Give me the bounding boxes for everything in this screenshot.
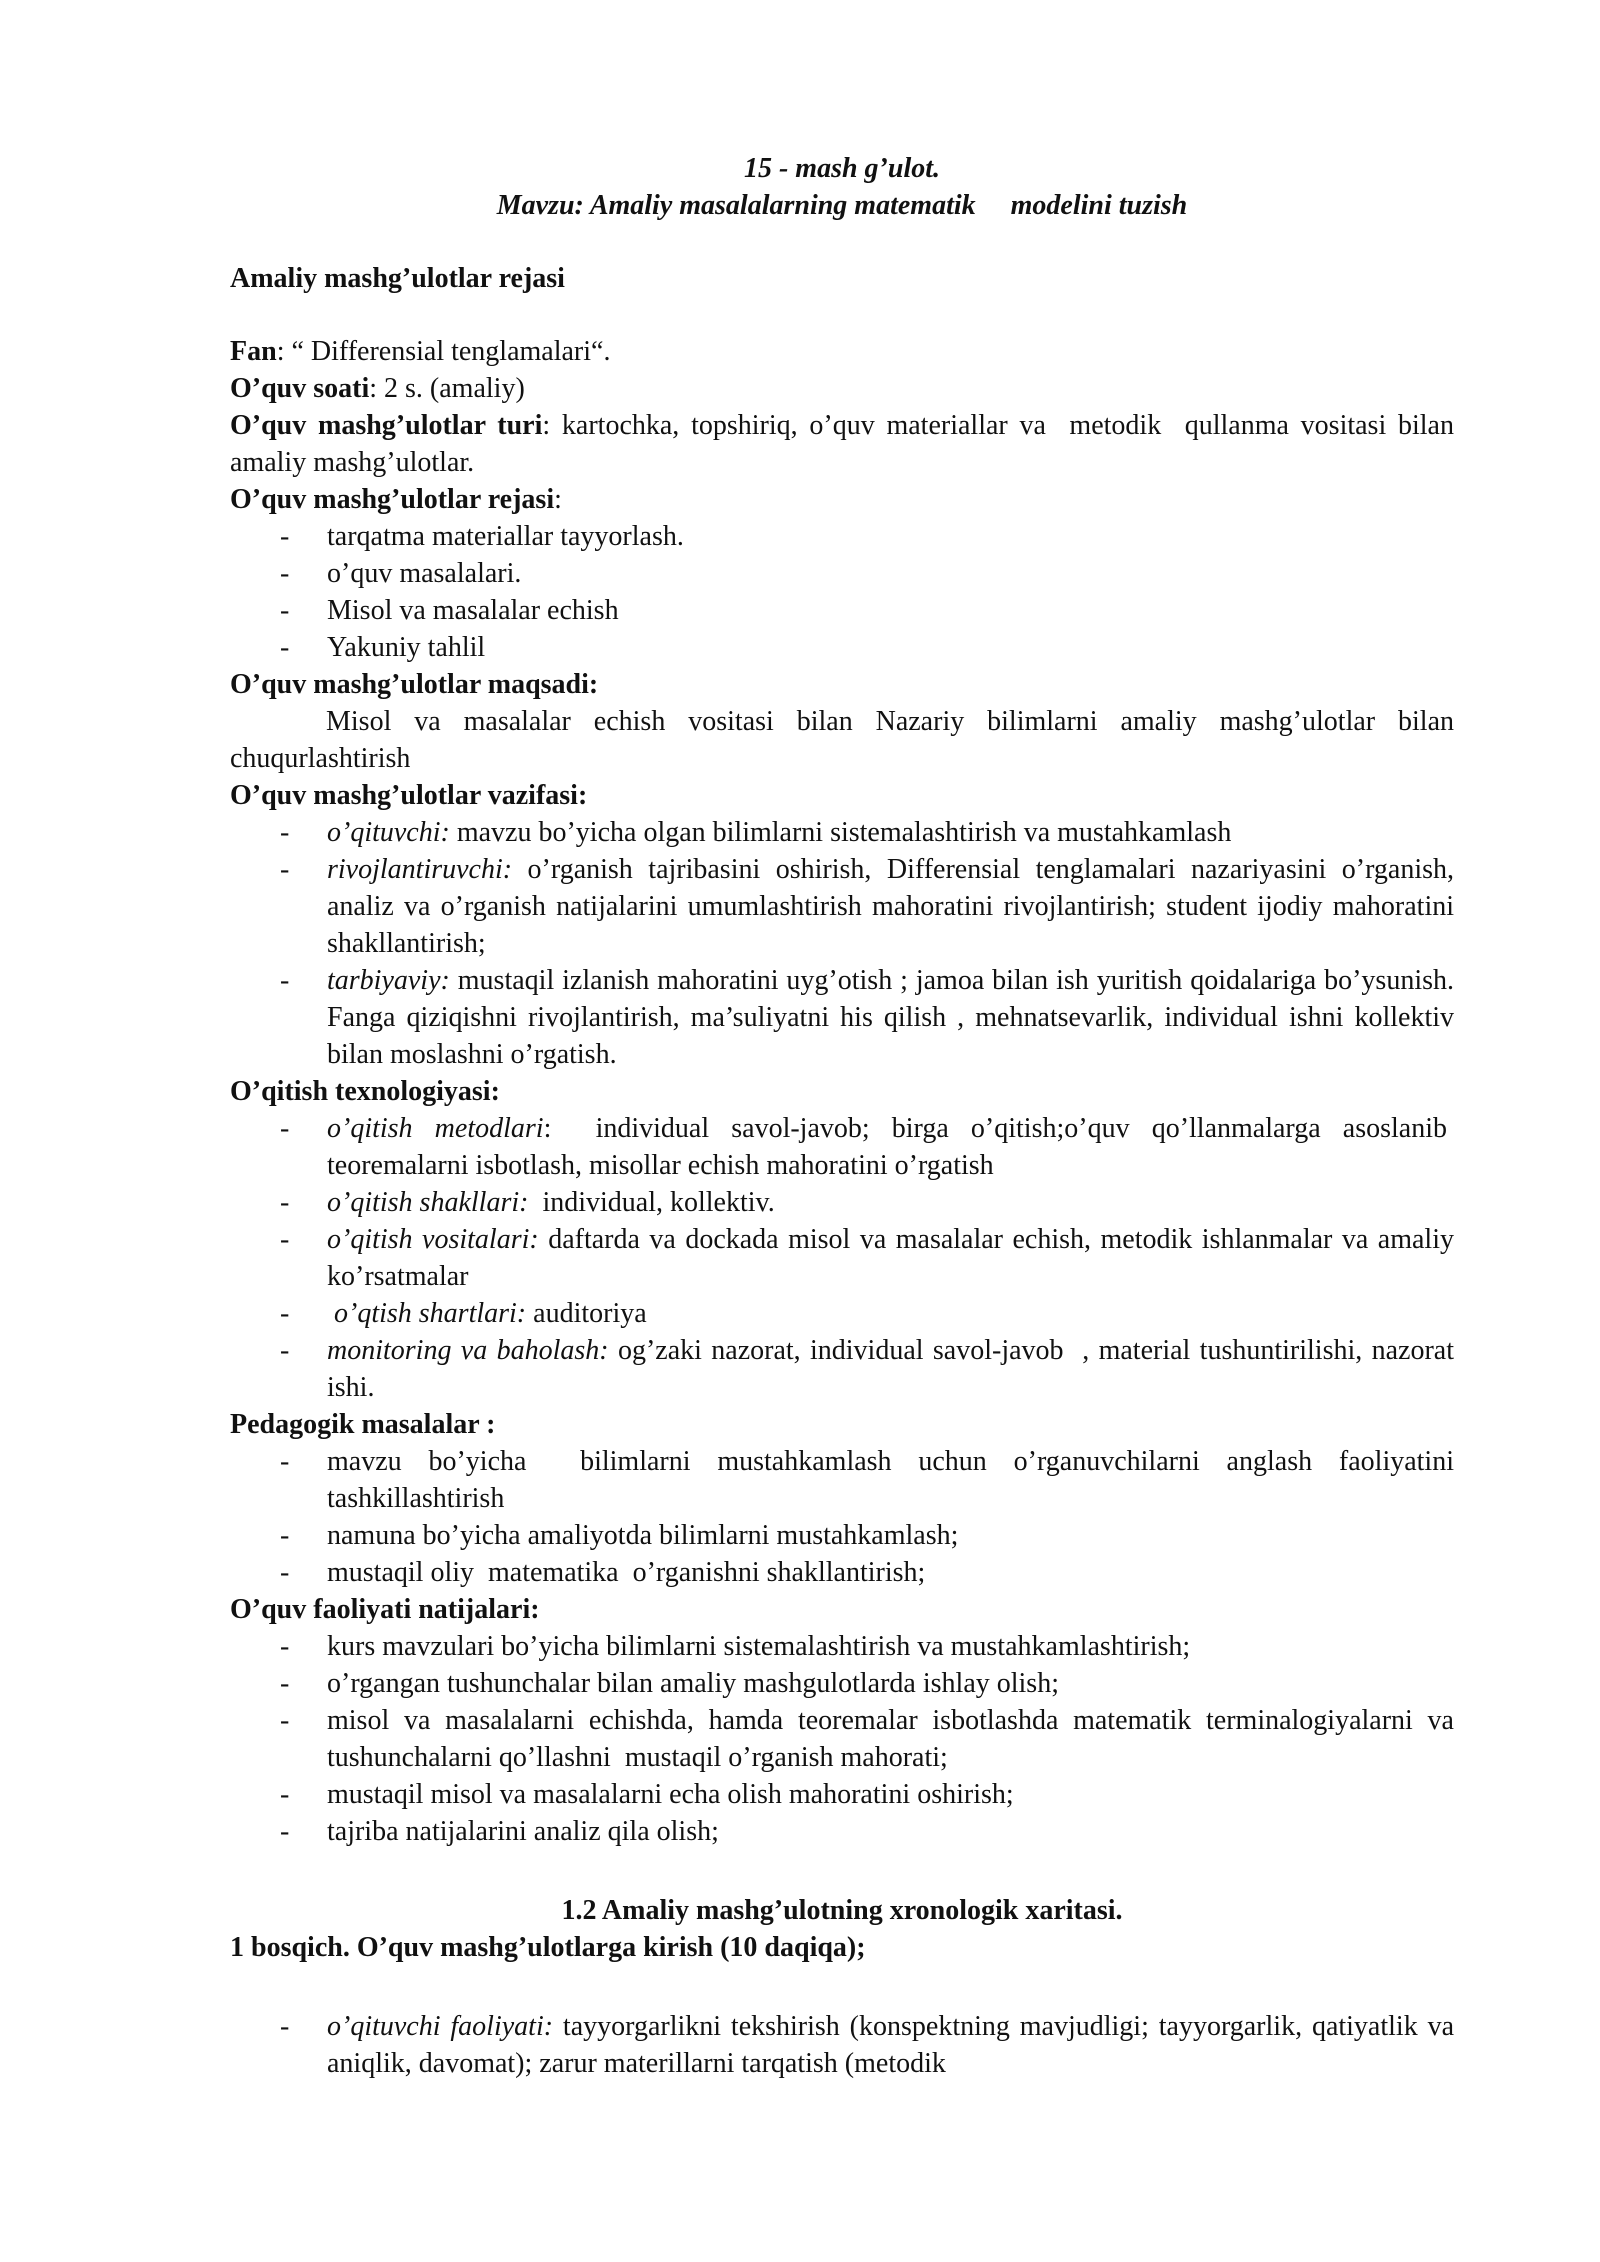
list-item: - kurs mavzulari bo’yicha bilimlarni sistemalashtirish va mustahkamlashtirish;: [230, 1628, 1454, 1665]
list-item: [230, 1184, 1454, 1221]
list-item: [230, 1110, 1454, 1184]
item-lead: o’qituvchi faoliyati:: [327, 2011, 554, 2042]
list-item: [230, 962, 1454, 1073]
chronology-title: 1.2 Amaliy mashg’ulotning xronologik xaritasi.: [561, 1895, 1123, 1926]
item-text: og’zaki nazorat, individual savol-javob , material tushuntirilishi, nazorat ishi.: [327, 1335, 1454, 1403]
hours-value: : 2 s. (amaliy): [369, 373, 525, 404]
stage-heading: 1 bosqich. O’quv mashg’ulotlarga kirish (10 daqiqa);: [230, 1932, 866, 1963]
chronology-list: [230, 2008, 1454, 2082]
list-item: - mustaqil misol va masalalarni echa olish mahoratini oshirish;: [230, 1776, 1454, 1813]
lesson-plan-list: [230, 518, 1454, 666]
lesson-type-line: [230, 407, 1454, 481]
goal-heading: O’quv mashg’ulotlar maqsadi:: [230, 669, 599, 700]
topic-title: Mavzu: Amaliy masalalarning matematik modelini tuzish: [496, 190, 1188, 221]
goal-text: Misol va masalalar echish vositasi bilan Nazariy bilimlarni amaliy mashg’ulotlar bilan chuqurlashtirish: [230, 706, 1454, 774]
fan-line: [230, 333, 1454, 370]
technology-heading: O’qitish texnologiyasi:: [230, 1076, 500, 1107]
fan-value: : “ Differensial tenglamalari“.: [276, 336, 611, 367]
item-text: : individual savol-javob; birga o’qitish;o’quv qo’llanmalarga asoslanib teoremalarni isbotlash, misollar echish mahoratini o’rgatish: [327, 1113, 1454, 1181]
item-text: mavzu bo’yicha olgan bilimlarni sistemalashtirish va mustahkamlash: [449, 817, 1232, 848]
lesson-plan-label: O’quv mashg’ulotlar rejasi: [230, 484, 555, 515]
list-item: [230, 1332, 1454, 1406]
lesson-number: 15 - mash g’ulot.: [743, 153, 941, 184]
item-lead: o’qitish vositalari:: [327, 1224, 539, 1255]
list-item: [230, 1221, 1454, 1295]
results-heading: O’quv faoliyati natijalari:: [230, 1594, 540, 1625]
list-item: - mustaqil oliy matematika o’rganishni shakllantirish;: [230, 1554, 1454, 1591]
item-text: mustaqil izlanish mahoratini uyg’otish ; jamoa bilan ish yuritish qoidalariga bo’ysunish. Fanga qiziqishni rivojlantirish, ma’suliyatni his qilish , mehnatsevarlik, individual ishni kollektiv bilan moslashni o’rgatish.: [327, 965, 1454, 1070]
lesson-plan-suffix: :: [554, 484, 562, 515]
item-lead: o’qitish metodlari: [327, 1113, 544, 1144]
list-item: [230, 851, 1454, 962]
list-item: - o’quv masalalari.: [230, 555, 1454, 592]
list-item: [230, 1295, 1454, 1332]
item-lead: o’qitish shakllari:: [327, 1187, 529, 1218]
item-lead: rivojlantiruvchi:: [327, 854, 513, 885]
lesson-plan-heading: [230, 481, 1454, 518]
technology-list: [230, 1110, 1454, 1406]
list-item: - mavzu bo’yicha bilimlarni mustahkamlash uchun o’rganuvchilarni anglash faoliyatini tashkillashtirish: [230, 1443, 1454, 1517]
item-text: individual, kollektiv.: [528, 1187, 775, 1218]
item-lead: o’qituvchi:: [327, 817, 450, 848]
item-lead: o’qtish shartlari:: [327, 1298, 527, 1329]
list-item: - namuna bo’yicha amaliyotda bilimlarni mustahkamlash;: [230, 1517, 1454, 1554]
plan-title: Amaliy mashg’ulotlar rejasi: [230, 263, 565, 294]
list-item: - Misol va masalalar echish: [230, 592, 1454, 629]
list-item: - misol va masalalarni echishda, hamda teoremalar isbotlashda matematik terminalogiyalarni va tushunchalarni qo’llashni mustaqil o’rganish mahorati;: [230, 1702, 1454, 1776]
item-text: tayyorgarlikni tekshirish (konspektning mavjudligi; tayyorgarlik, qatiyatlik va aniqlik, davomat); zarur materillarni tarqatish (metodik: [327, 2011, 1454, 2079]
item-lead: monitoring va baholash:: [327, 1335, 609, 1366]
list-item: - o’rgangan tushunchalar bilan amaliy mashgulotlarda ishlay olish;: [230, 1665, 1454, 1702]
list-item: - tarqatma materiallar tayyorlash.: [230, 518, 1454, 555]
item-lead: tarbiyaviy:: [327, 965, 450, 996]
pedagogic-heading: Pedagogik masalalar :: [230, 1409, 496, 1440]
tasks-heading: O’quv mashg’ulotlar vazifasi:: [230, 780, 588, 811]
item-text: auditoriya: [526, 1298, 647, 1329]
hours-label: O’quv soati: [230, 373, 370, 404]
list-item: [230, 2008, 1454, 2082]
tasks-list: [230, 814, 1454, 1073]
lesson-type-value: : kartochka, topshiriq, o’quv materiallar va metodik qullanma vositasi bilan amaliy mashg’ulotlar.: [230, 410, 1454, 478]
pedagogic-list: [230, 1443, 1454, 1591]
item-text: daftarda va dockada misol va masalalar echish, metodik ishlanmalar va amaliy ko’rsatmalar: [327, 1224, 1454, 1292]
list-item: [230, 814, 1454, 851]
list-item: - Yakuniy tahlil: [230, 629, 1454, 666]
results-list: [230, 1628, 1454, 1850]
list-item: - tajriba natijalarini analiz qila olish;: [230, 1813, 1454, 1850]
fan-label: Fan: [230, 336, 277, 367]
hours-line: [230, 370, 1454, 407]
document-page: [230, 150, 1454, 2082]
lesson-type-label: O’quv mashg’ulotlar turi: [230, 410, 543, 441]
item-text: o’rganish tajribasini oshirish, Differensial tenglamalari nazariyasini o’rganish, analiz va o’rganish natijalarini umumlashtirish mahoratini rivojlantirish; student ijodiy mahoratini shakllantirish;: [327, 854, 1454, 959]
